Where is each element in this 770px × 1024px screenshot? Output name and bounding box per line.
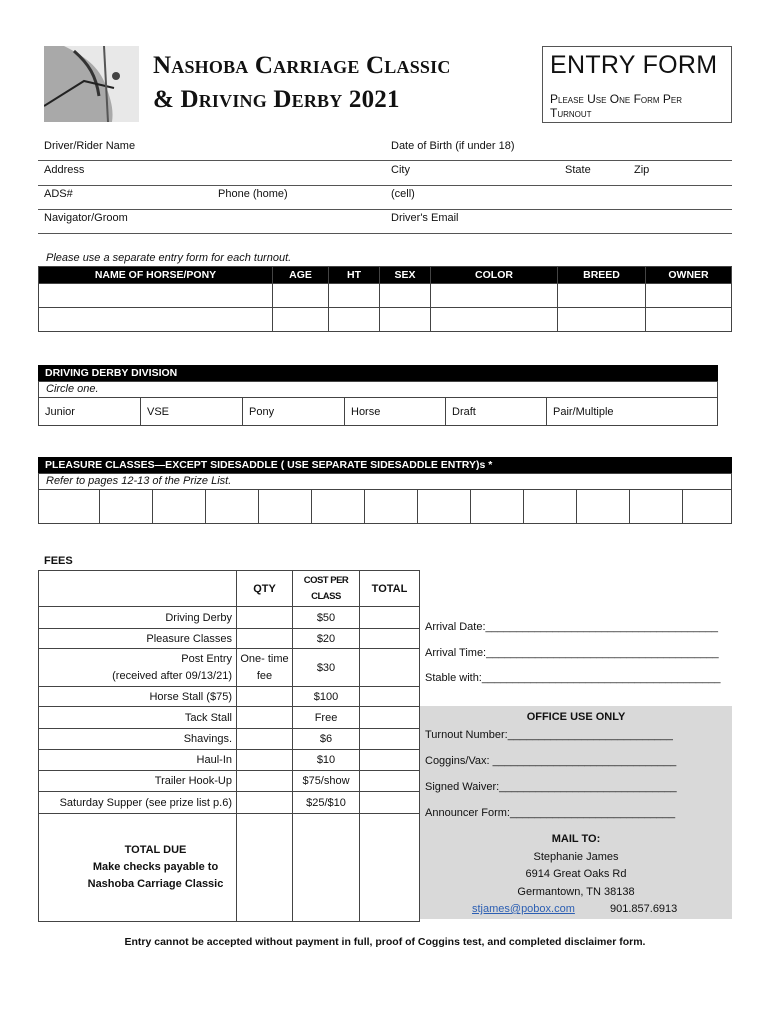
phone-home-label: Phone (home) — [218, 188, 288, 200]
total-due-value[interactable] — [360, 814, 420, 922]
derby-option-pony[interactable]: Pony — [243, 398, 345, 426]
fee-label: Horse Stall ($75) — [39, 687, 237, 707]
total-due-row — [39, 814, 420, 922]
one-time-line2: fee — [256, 669, 273, 682]
cost-cell: $50 — [293, 607, 360, 629]
event-title-line1: Nashoba Carriage Classic — [153, 52, 451, 79]
table-row — [39, 707, 420, 729]
stable-with-field[interactable]: Stable with:_______________________________________ — [425, 672, 721, 684]
qty-header: QTY — [237, 571, 293, 607]
arrival-date-field[interactable]: Arrival Date:______________________________________ — [425, 621, 718, 633]
table-row — [39, 792, 420, 814]
mail-street: 6914 Great Oaks Rd — [525, 868, 627, 880]
address-line[interactable] — [38, 185, 732, 186]
derby-options — [38, 397, 718, 426]
coggins-field: Coggins/Vax: ______________________________ — [425, 755, 677, 767]
class-cell[interactable] — [577, 490, 630, 524]
cost-cell: $75/show — [293, 771, 360, 792]
post-entry-line1: Post Entry — [181, 652, 232, 665]
qty-cell[interactable] — [237, 792, 293, 814]
qty-cell[interactable] — [237, 750, 293, 771]
cost-cell: $30 — [293, 649, 360, 687]
qty-cell[interactable] — [237, 629, 293, 649]
total-cell[interactable] — [360, 607, 420, 629]
horse-name-cell[interactable] — [39, 284, 273, 308]
horse-photo — [44, 46, 139, 122]
qty-cell[interactable] — [237, 729, 293, 750]
derby-option-vse[interactable]: VSE — [141, 398, 243, 426]
derby-note: Circle one. — [46, 383, 99, 395]
ht-cell[interactable] — [329, 284, 380, 308]
class-cell[interactable] — [471, 490, 524, 524]
qty-cell[interactable] — [237, 687, 293, 707]
derby-note-box — [38, 381, 718, 397]
navigator-label: Navigator/Groom — [44, 212, 128, 224]
cost-header-line2: CLASS — [311, 590, 341, 602]
owner-cell[interactable] — [646, 308, 732, 332]
cost-cell — [293, 814, 360, 922]
horse-table — [38, 266, 732, 332]
color-cell[interactable] — [431, 284, 558, 308]
cost-cell: $25/$10 — [293, 792, 360, 814]
pleasure-note: Refer to pages 12-13 of the Prize List. — [46, 475, 232, 487]
city-label: City — [391, 164, 410, 176]
total-cell[interactable] — [360, 750, 420, 771]
total-cell[interactable] — [360, 771, 420, 792]
entry-form-title: ENTRY FORM — [550, 51, 718, 79]
derby-option-draft[interactable]: Draft — [446, 398, 547, 426]
age-cell[interactable] — [273, 284, 329, 308]
table-row — [39, 629, 420, 649]
checks-payable-line1: Make checks payable to — [92, 861, 219, 873]
col-age: AGE — [273, 267, 329, 284]
col-owner: OWNER — [646, 267, 732, 284]
total-due-label: TOTAL DUE — [124, 844, 187, 856]
fee-label: Driving Derby — [39, 607, 237, 629]
class-cell[interactable] — [206, 490, 259, 524]
derby-option-pair[interactable]: Pair/Multiple — [547, 398, 718, 426]
post-entry-line2: (received after 09/13/21) — [112, 669, 232, 682]
turnout-number-field: Turnout Number:___________________________ — [425, 729, 673, 741]
zip-label: Zip — [634, 164, 650, 176]
table-row — [39, 771, 420, 792]
table-row — [39, 308, 732, 332]
fees-table — [38, 570, 420, 922]
pleasure-title: PLEASURE CLASSES—EXCEPT SIDESADDLE ( USE SEPARATE SIDESADDLE ENTRY)s * — [38, 457, 732, 473]
col-ht: HT — [329, 267, 380, 284]
event-title-line2: & Driving Derby 2021 — [153, 86, 400, 113]
checks-payable-line2: Nashoba Carriage Classic — [87, 878, 224, 890]
arrival-time-field[interactable]: Arrival Time:______________________________________ — [425, 647, 719, 659]
total-cell[interactable] — [360, 687, 420, 707]
total-cell[interactable] — [360, 707, 420, 729]
cost-cell: $10 — [293, 750, 360, 771]
sex-cell[interactable] — [380, 284, 431, 308]
total-cell[interactable] — [360, 729, 420, 750]
entry-sub-line1: Please Use One Form Per — [550, 92, 683, 106]
breed-cell[interactable] — [558, 308, 646, 332]
fee-label: Trailer Hook-Up — [39, 771, 237, 792]
cost-header-line1: COST PER — [303, 574, 349, 586]
table-row — [39, 607, 420, 629]
cell-label: (cell) — [391, 188, 415, 200]
entry-form-instructions — [550, 92, 730, 120]
breed-cell[interactable] — [558, 284, 646, 308]
email-label: Driver's Email — [391, 212, 459, 224]
qty-cell[interactable] — [237, 814, 293, 922]
dob-label: Date of Birth (if under 18) — [391, 140, 515, 152]
class-cell[interactable] — [418, 490, 471, 524]
entry-sub-line2: Turnout — [550, 106, 592, 120]
class-cell[interactable] — [630, 490, 683, 524]
age-cell[interactable] — [273, 308, 329, 332]
separate-entry-note: Please use a separate entry form for each turnout. — [46, 252, 292, 264]
col-color: COLOR — [431, 267, 558, 284]
qty-cell[interactable] — [237, 707, 293, 729]
state-label: State — [565, 164, 591, 176]
fee-label: Pleasure Classes — [39, 629, 237, 649]
total-cell[interactable] — [360, 792, 420, 814]
derby-option-junior[interactable]: Junior — [39, 398, 141, 426]
pleasure-note-box — [38, 473, 732, 489]
col-name: NAME OF HORSE/PONY — [39, 267, 273, 284]
driver-name-label: Driver/Rider Name — [44, 140, 136, 152]
table-row — [39, 687, 420, 707]
total-header: TOTAL — [360, 571, 420, 607]
footer-disclaimer: Entry cannot be accepted without payment in full, proof of Coggins test, and completed disclaimer form. — [124, 936, 646, 948]
one-time-line1: One- time — [240, 652, 289, 665]
col-sex: SEX — [380, 267, 431, 284]
cost-cell: Free — [293, 707, 360, 729]
fee-label: Shavings. — [39, 729, 237, 750]
owner-cell[interactable] — [646, 284, 732, 308]
navigator-line[interactable] — [38, 233, 732, 234]
derby-title: DRIVING DERBY DIVISION — [38, 365, 718, 381]
derby-option-horse[interactable]: Horse — [345, 398, 446, 426]
fees-header — [39, 571, 420, 607]
mail-to-title: MAIL TO: — [551, 833, 601, 845]
table-row — [39, 284, 732, 308]
fee-label: Tack Stall — [39, 707, 237, 729]
total-due-cell — [39, 814, 237, 922]
qty-one-time — [237, 649, 293, 687]
ads-line[interactable] — [38, 209, 732, 210]
cost-cell: $20 — [293, 629, 360, 649]
ads-label: ADS# — [44, 188, 73, 200]
pleasure-class-grid — [38, 489, 732, 524]
class-cell[interactable] — [39, 490, 100, 524]
horse-table-header — [39, 267, 732, 284]
table-row — [39, 729, 420, 750]
fee-label: Saturday Supper (see prize list p.6) — [39, 792, 237, 814]
cost-header — [293, 571, 360, 607]
cost-cell: $100 — [293, 687, 360, 707]
class-cell[interactable] — [100, 490, 153, 524]
class-cell[interactable] — [524, 490, 577, 524]
fees-title: FEES — [44, 555, 73, 567]
qty-cell[interactable] — [237, 771, 293, 792]
table-row — [39, 649, 420, 687]
fee-label: Haul-In — [39, 750, 237, 771]
total-cell[interactable] — [360, 629, 420, 649]
mail-city: Germantown, TN 38138 — [517, 886, 635, 898]
driver-name-line[interactable] — [38, 160, 732, 161]
waiver-field: Signed Waiver:_____________________________ — [425, 781, 677, 793]
announcer-field: Announcer Form:___________________________ — [425, 807, 676, 819]
ht-cell[interactable] — [329, 308, 380, 332]
class-cell[interactable] — [153, 490, 206, 524]
class-cell[interactable] — [365, 490, 418, 524]
horse-image — [44, 46, 139, 122]
horse-name-cell[interactable] — [39, 308, 273, 332]
cost-cell: $6 — [293, 729, 360, 750]
col-breed: BREED — [558, 267, 646, 284]
color-cell[interactable] — [431, 308, 558, 332]
mail-phone: 901.857.6913 — [610, 903, 678, 915]
class-cell[interactable] — [259, 490, 312, 524]
class-cell[interactable] — [683, 490, 732, 524]
class-cell[interactable] — [312, 490, 365, 524]
total-cell[interactable] — [360, 649, 420, 687]
mail-email-link[interactable]: stjames@pobox.com — [472, 903, 575, 915]
qty-cell[interactable] — [237, 607, 293, 629]
fee-label-post-entry — [39, 649, 237, 687]
sex-cell[interactable] — [380, 308, 431, 332]
office-use-title: OFFICE USE ONLY — [526, 711, 626, 723]
mail-name: Stephanie James — [533, 851, 619, 863]
table-row — [39, 750, 420, 771]
address-label: Address — [44, 164, 85, 176]
